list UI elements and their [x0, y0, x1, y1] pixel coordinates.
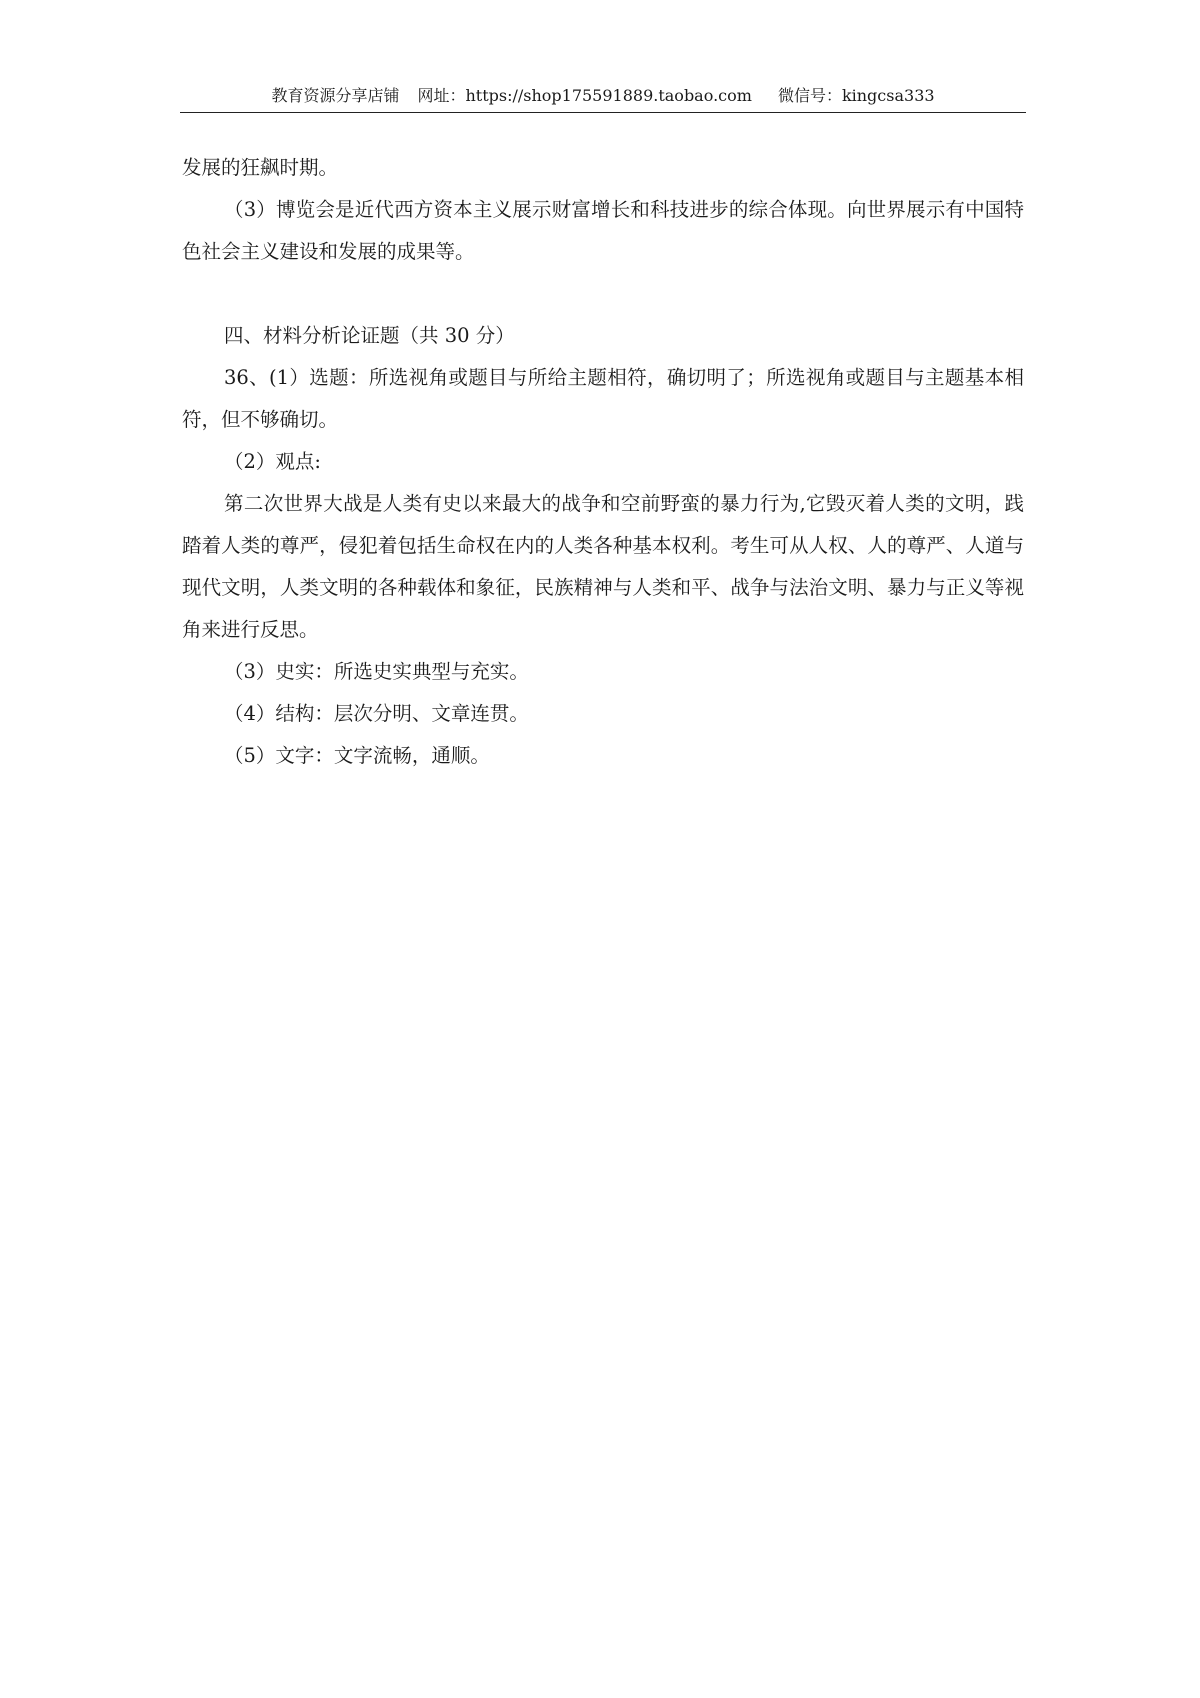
question-36-part-5: （5）文字：文字流畅，通顺。	[224, 744, 490, 767]
shop-name: 教育资源分享店铺	[271, 86, 400, 105]
website-url: 网址：https://shop175591889.taobao.com	[417, 86, 752, 105]
paragraph-continuation: 发展的狂飙时期。	[182, 156, 339, 179]
question-36-part-2: （2）观点:	[224, 450, 321, 473]
wechat-id: 微信号：kingcsa333	[777, 86, 935, 105]
question-36-part-4: （4）结构：层次分明、文章连贯。	[224, 702, 529, 725]
question-36-part-3: （3）史实：所选史实典型与充实。	[224, 660, 529, 683]
blank-line	[182, 273, 1024, 315]
page-header	[180, 84, 1026, 113]
question-36-part-1: 36、(1）选题：所选视角或题目与所给主题相符，确切明了；所选视角或题目与主题基本相符，但不够确切。	[182, 366, 1024, 431]
section-heading: 四、材料分析论证题（共 30 分）	[224, 324, 515, 347]
document-body	[182, 147, 1024, 777]
paragraph-expo: （3）博览会是近代西方资本主义展示财富增长和科技进步的综合体现。向世界展示有中国特色社会主义建设和发展的成果等。	[182, 198, 1024, 263]
viewpoint-paragraph: 第二次世界大战是人类有史以来最大的战争和空前野蛮的暴力行为,它毁灭着人类的文明，践踏着人类的尊严，侵犯着包括生命权在内的人类各种基本权利。考生可从人权、人的尊严、人道与现代文明，人类文明的各种载体和象征，民族精神与人类和平、战争与法治文明、暴力与正义等视角来进行反思。	[182, 492, 1024, 641]
